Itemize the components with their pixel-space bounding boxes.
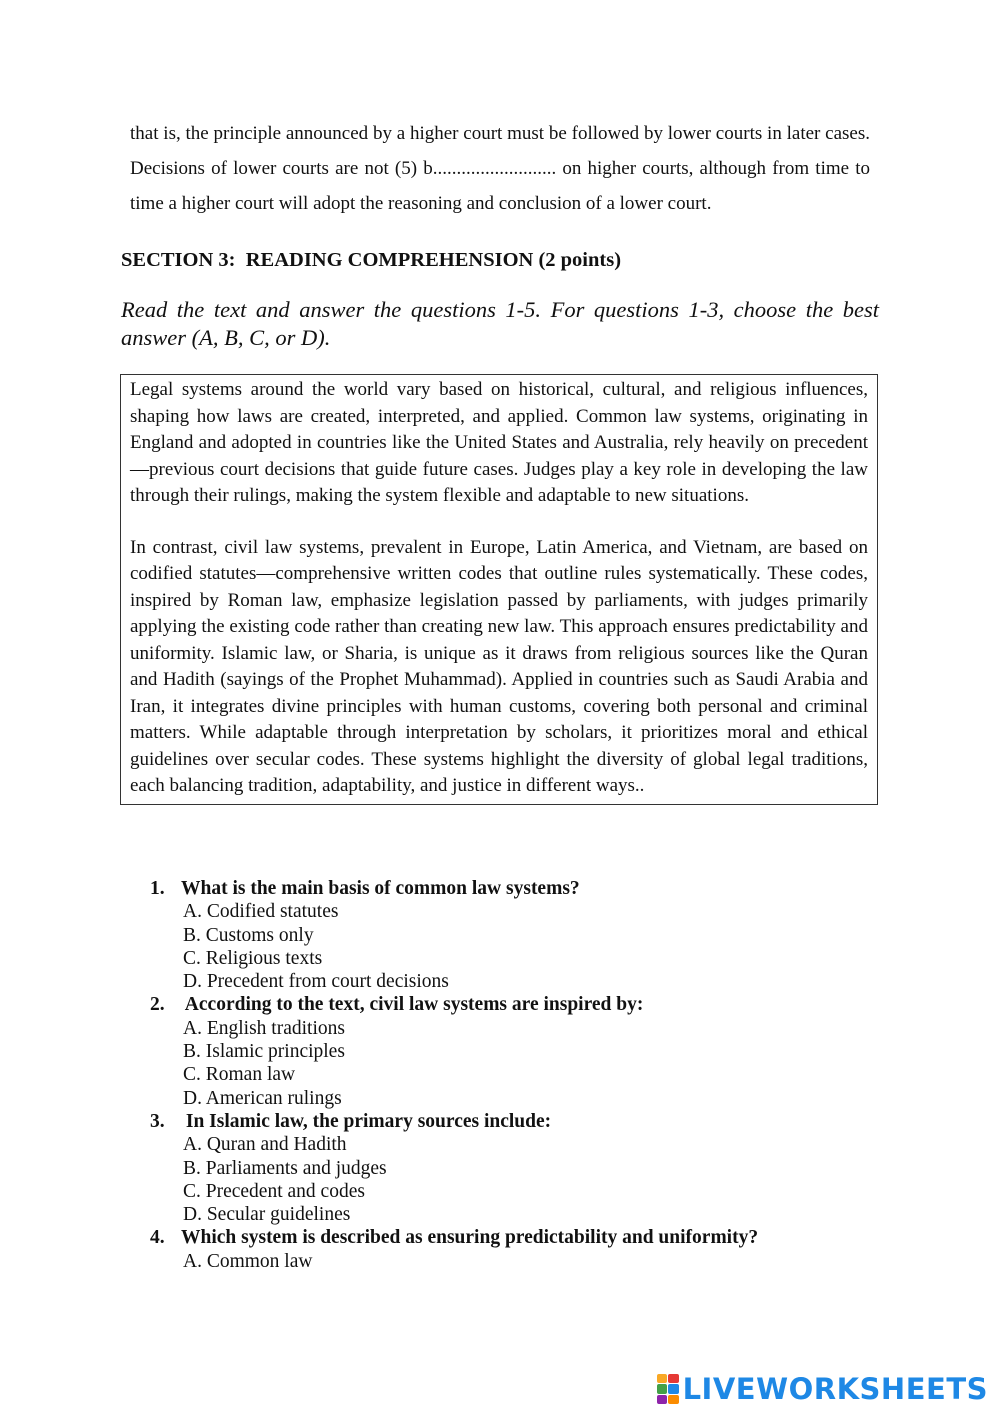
answer-option: D. American rulings	[183, 1087, 342, 1109]
question-text: According to the text, civil law systems are inspired by:	[181, 994, 644, 1016]
answer-option: A. Common law	[183, 1250, 313, 1272]
question-number: 3.	[150, 1110, 165, 1132]
answer-option: D. Secular guidelines	[183, 1204, 351, 1226]
question-1	[150, 877, 850, 993]
logo-text: LIVEWORKSHEETS	[682, 1372, 988, 1406]
question-4	[150, 1226, 850, 1273]
intro-paragraph: that is, the principle announced by a higher court must be followed by lower courts in later cases. Decisions of lower courts are not (5) b.......................... on higher courts, although from time to time a higher court will adopt the reasoning and conclusion of a lower court.	[130, 123, 870, 214]
question-text: What is the main basis of common law systems?	[181, 878, 580, 899]
question-number: 1.	[150, 878, 165, 899]
liveworksheets-logo	[657, 1372, 988, 1406]
section-title: SECTION 3: READING COMPREHENSION (2 points)	[121, 249, 622, 271]
answer-option: A. Quran and Hadith	[183, 1134, 347, 1156]
question-number: 4.	[150, 1227, 165, 1249]
passage-paragraph-2: In contrast, civil law systems, prevalent in Europe, Latin America, and Vietnam, are based on codified statutes—comprehensive written codes that outline rules systematically. These codes, inspired by Roman law, emphasize legislation passed by parliaments, with judges primarily applying the existing code rather than creating new law. This approach ensures predictability and uniformity. Islamic law, or Sharia, is unique as it draws from religious sources like the Quran and Hadith (sayings of the Prophet Muhammad). Applied in countries such as Saudi Arabia and Iran, it integrates divine principles with human customs, covering both personal and criminal matters. While adaptable through interpretation by scholars, it prioritizes moral and ethical guidelines over secular codes. These systems highlight the diversity of global legal traditions, each balancing tradition, adaptability, and justice in different ways..	[130, 536, 868, 796]
question-list	[150, 877, 850, 1273]
question-2	[150, 993, 850, 1109]
passage-paragraph-1: Legal systems around the world vary based on historical, cultural, and religious influences, shaping how laws are created, interpreted, and applied. Common law systems, originating in England and adopted in countries like the United States and Australia, rely heavily on precedent—previous court decisions that guide future cases. Judges play a key role in developing the law through their rulings, making the system flexible and adaptable to new situations.	[130, 379, 868, 506]
question-text: In Islamic law, the primary sources include:	[181, 1110, 552, 1132]
question-number: 2.	[150, 994, 165, 1016]
answer-option: C. Precedent and codes	[183, 1180, 365, 1202]
question-3	[150, 1110, 850, 1226]
reading-passage-box	[120, 374, 878, 805]
answer-option: D. Precedent from court decisions	[183, 971, 449, 993]
answer-option: B. Islamic principles	[183, 1041, 345, 1063]
answer-option: B. Parliaments and judges	[183, 1157, 387, 1179]
section-instructions: Read the text and answer the questions 1-5. For questions 1-3, choose the best answer (A, B, C, or D).	[121, 297, 879, 350]
question-text: Which system is described as ensuring predictability and uniformity?	[181, 1227, 759, 1249]
answer-option: A. English traditions	[183, 1017, 345, 1039]
answer-option: A. Codified statutes	[183, 901, 339, 923]
answer-option: C. Roman law	[183, 1064, 296, 1086]
liveworksheets-logo-icon	[657, 1374, 679, 1404]
answer-option: B. Customs only	[183, 924, 314, 946]
answer-option: C. Religious texts	[183, 947, 323, 969]
